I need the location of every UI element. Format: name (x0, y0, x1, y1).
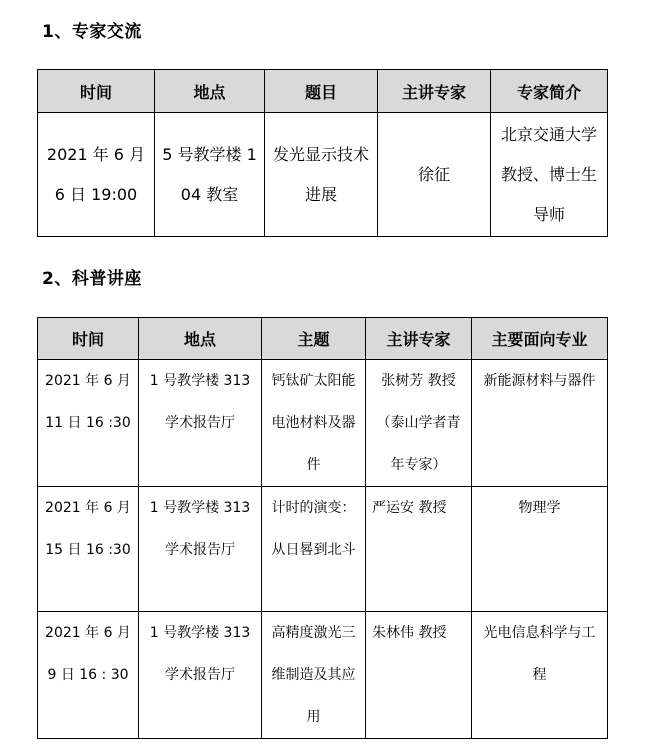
expert-exchange-table (37, 69, 608, 237)
cell-speaker-text: 徐征 (417, 164, 450, 184)
cell-major-text: 物理学 (518, 500, 561, 516)
column-header: 地点 (139, 318, 262, 360)
cell-topic-text: 钙钛矿太阳能电池材料及器件 (271, 373, 356, 473)
table-row (38, 360, 608, 487)
cell-topic-text: 高精度激光三维制造及其应用 (271, 625, 356, 725)
column-header: 时间 (38, 70, 155, 113)
cell-time-text: 2021 年 6 月 11 日 16 :30 (45, 373, 131, 431)
column-header: 题目 (265, 70, 378, 113)
table-row (38, 487, 608, 612)
cell-topic-text: 计时的演变：从日晷到北斗 (271, 500, 356, 558)
cell-time (38, 113, 155, 237)
cell-speaker (366, 360, 472, 487)
cell-place (139, 612, 262, 739)
cell-place-text: 1 号教学楼 313 学术报告厅 (149, 373, 251, 431)
table-header-row (38, 318, 608, 360)
column-header: 主要面向专业 (472, 318, 608, 360)
cell-time-text: 2021 年 6 月 15 日 16 :30 (45, 500, 131, 558)
cell-major (472, 360, 608, 487)
section-title-science-lecture: 2、科普讲座 (42, 269, 142, 289)
cell-place-text: 1 号教学楼 313 学术报告厅 (149, 500, 251, 558)
cell-topic (265, 113, 378, 237)
cell-major-text: 新能源材料与器件 (483, 373, 596, 389)
cell-major-text: 光电信息科学与工程 (483, 625, 596, 683)
cell-intro (491, 113, 608, 237)
column-header: 主题 (262, 318, 366, 360)
cell-place (139, 487, 262, 612)
cell-place-text: 1 号教学楼 313 学术报告厅 (149, 625, 251, 683)
cell-topic (262, 487, 366, 612)
cell-speaker (366, 612, 472, 739)
cell-major (472, 612, 608, 739)
cell-time (38, 612, 139, 739)
column-header: 专家简介 (491, 70, 608, 113)
cell-time-text: 2021 年 6 月 9 日 16 : 30 (45, 625, 131, 683)
column-header: 主讲专家 (366, 318, 472, 360)
cell-place (139, 360, 262, 487)
cell-major (472, 487, 608, 612)
cell-speaker-text: 张树芳 教授（泰山学者青年专家） (376, 373, 461, 473)
science-lecture-table (37, 317, 608, 739)
cell-speaker-text: 严运安 教授 (372, 500, 447, 516)
cell-speaker-text: 朱林伟 教授 (372, 625, 447, 641)
cell-time-text: 2021 年 6 月 6 日 19:00 (46, 144, 146, 204)
section-title-expert-exchange: 1、专家交流 (42, 22, 142, 42)
table-row (38, 612, 608, 739)
column-header: 时间 (38, 318, 139, 360)
cell-intro-text: 北京交通大学教授、博士生导师 (500, 124, 597, 224)
column-header: 主讲专家 (378, 70, 491, 113)
cell-place-text: 5 号教学楼 104 教室 (162, 144, 257, 204)
cell-topic-text: 发光显示技术进展 (272, 144, 369, 204)
cell-time (38, 360, 139, 487)
cell-topic (262, 612, 366, 739)
cell-place (155, 113, 265, 237)
cell-time (38, 487, 139, 612)
cell-speaker (378, 113, 491, 237)
table-header-row (38, 70, 608, 113)
cell-speaker (366, 487, 472, 612)
table-row (38, 113, 608, 237)
column-header: 地点 (155, 70, 265, 113)
cell-topic (262, 360, 366, 487)
